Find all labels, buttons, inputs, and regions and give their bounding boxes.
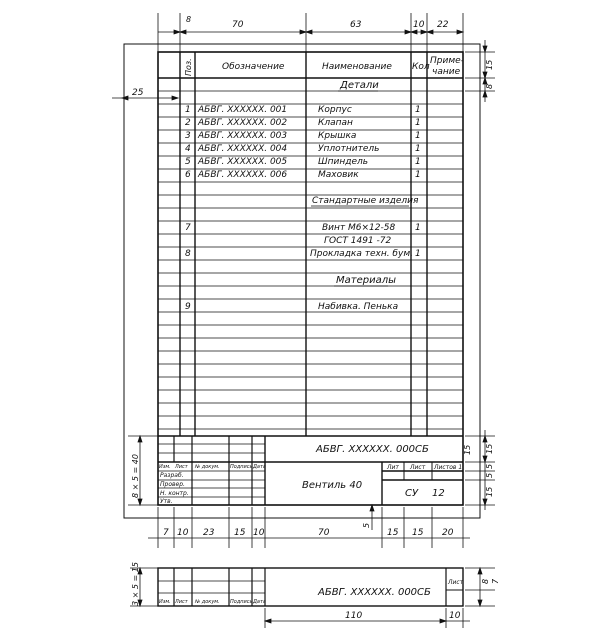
small-stamp-izm: Изм.: [159, 599, 171, 605]
section-standard: Стандартные изделия: [312, 196, 419, 206]
stamp-prover: Провер.: [160, 481, 185, 488]
left-margin-dimension: [112, 96, 178, 100]
material-items: [185, 302, 398, 312]
std-qty-7: 1: [415, 223, 421, 233]
stamp-listov: Листов 1: [434, 464, 463, 471]
stamp-title: Вентиль 40: [302, 480, 363, 491]
dim-top-70: 70: [232, 20, 244, 30]
row-name: Корпус: [318, 105, 352, 115]
header-qty: Кол: [412, 62, 430, 72]
stamp-izm: Изм.: [159, 464, 171, 470]
row-qty: 1: [415, 170, 421, 180]
small-stamp-text: [159, 579, 464, 605]
row-designation: АБВГ. XXXXXX. 002: [198, 118, 288, 128]
row-pos: 6: [185, 170, 191, 180]
stamp-doc: № докум.: [195, 464, 220, 470]
std-prokl: Прокладка техн. бум.: [310, 249, 413, 259]
row-designation: АБВГ. XXXXXX. 004: [198, 144, 288, 154]
dim-small-right-8: 8: [481, 578, 490, 584]
small-stamp-date: Дата: [253, 599, 266, 605]
row-name: Шпиндель: [318, 157, 369, 167]
stamp-razrab: Разраб.: [160, 472, 184, 479]
stamp-list: Лист: [175, 464, 188, 470]
row-pos: 3: [185, 131, 191, 141]
std-pos-7: 7: [185, 223, 191, 233]
dim-stamp-left: 8 × 5 = 40: [131, 454, 140, 498]
row-name: Маховик: [318, 170, 359, 180]
row-designation: АБВГ. XXXXXX. 005: [198, 157, 288, 167]
table-row: [185, 144, 421, 154]
dim-bottom-7: 7: [163, 528, 169, 538]
row-designation: АБВГ. XXXXXX. 006: [198, 170, 288, 180]
dim-top-10: 10: [413, 20, 425, 30]
table-row: [185, 157, 421, 167]
dim-bottom-15a: 15: [234, 528, 246, 538]
mat-nabivka: Набивка. Пенька: [318, 302, 399, 312]
dim-bottom-15b: 15: [387, 528, 399, 538]
row-qty: 1: [415, 144, 421, 154]
dim-right-15: 15: [485, 59, 494, 70]
small-stamp-sign: Подпись: [230, 599, 253, 605]
stamp-code: АБВГ. XXXXXX. 000СБ: [316, 444, 429, 455]
dim-small-left: 3 × 5 = 15: [131, 562, 140, 606]
dim-right-8: 8: [485, 83, 494, 89]
dim-stamp-right-15b: 15: [485, 486, 494, 497]
header-note-2: чание: [432, 67, 461, 77]
section-details: Детали: [340, 80, 379, 91]
std-vint: Винт М6×12-58: [322, 223, 396, 233]
dim-stamp-right-15c: 15: [463, 444, 472, 455]
header-note-1: Приме-: [430, 56, 464, 66]
header-pos: Поз.: [184, 58, 193, 76]
dim-stamp-right-5a: 5: [485, 463, 494, 469]
row-qty: 1: [415, 131, 421, 141]
row-pos: 1: [185, 105, 191, 115]
std-gost: ГОСТ 1491 -72: [324, 236, 392, 246]
row-pos: 4: [185, 144, 191, 154]
dim-bottom-v5: 5: [362, 522, 371, 528]
stamp-list2: Лист: [410, 464, 426, 471]
std-qty-8: 1: [415, 249, 421, 259]
dim-bottom-10b: 10: [253, 528, 265, 538]
stamp-org: СУ: [405, 488, 419, 499]
row-pos: 2: [185, 118, 191, 128]
header-designation: Обозначение: [222, 62, 285, 72]
small-stamp-list: Лист: [448, 579, 464, 586]
row-pos: 5: [185, 157, 191, 167]
dim-bottom-10a: 10: [177, 528, 189, 538]
table-row: [185, 131, 421, 141]
dim-left-25: 25: [132, 88, 144, 98]
dim-bottom-15c: 15: [412, 528, 424, 538]
dim-top-22: 22: [437, 20, 449, 30]
small-stamp-doc: № докум.: [195, 599, 220, 605]
dim-top-63: 63: [350, 20, 362, 30]
table-row: [185, 170, 421, 180]
dim-stamp-right-5b: 5: [485, 472, 494, 478]
small-stamp-code: АБВГ. XXXXXX. 000СБ: [318, 587, 431, 598]
row-qty: 1: [415, 157, 421, 167]
row-qty: 1: [415, 105, 421, 115]
dim-small-110: 110: [345, 611, 363, 621]
dim-small-right-7: 7: [491, 578, 500, 584]
table-rows: [158, 91, 463, 429]
row-name: Уплотнитель: [318, 144, 380, 154]
stamp-utv: Утв.: [160, 498, 173, 505]
table-row: [185, 105, 421, 115]
stamp-org-num: 12: [432, 488, 445, 499]
small-stamp-dimensions: [130, 568, 495, 628]
dim-top-8: 8: [186, 15, 192, 24]
dim-bottom-70: 70: [318, 528, 330, 538]
section-materials: Материалы: [336, 275, 396, 286]
small-stamp-list-col: Лист: [175, 599, 188, 605]
row-name: Клапан: [318, 118, 353, 128]
dim-small-10: 10: [449, 611, 461, 621]
dim-bottom-20: 20: [442, 528, 454, 538]
dim-stamp-right-15a: 15: [485, 443, 494, 454]
row-qty: 1: [415, 118, 421, 128]
row-name: Крышка: [318, 131, 357, 141]
table-row: [185, 118, 421, 128]
stamp-lit: Лит: [387, 464, 399, 471]
bottom-dimensions: [148, 505, 470, 548]
row-designation: АБВГ. XXXXXX. 001: [198, 105, 288, 115]
dim-bottom-23: 23: [203, 528, 215, 538]
stamp-nkontr: Н. контр.: [160, 490, 189, 497]
standard-items: [185, 223, 421, 259]
row-designation: АБВГ. XXXXXX. 003: [198, 131, 288, 141]
header-name: Наименование: [322, 62, 392, 72]
mat-pos-9: 9: [185, 302, 191, 312]
stamp-sign: Подпись: [230, 464, 253, 470]
std-pos-8: 8: [185, 249, 191, 259]
stamp-date: Дата: [253, 464, 266, 470]
